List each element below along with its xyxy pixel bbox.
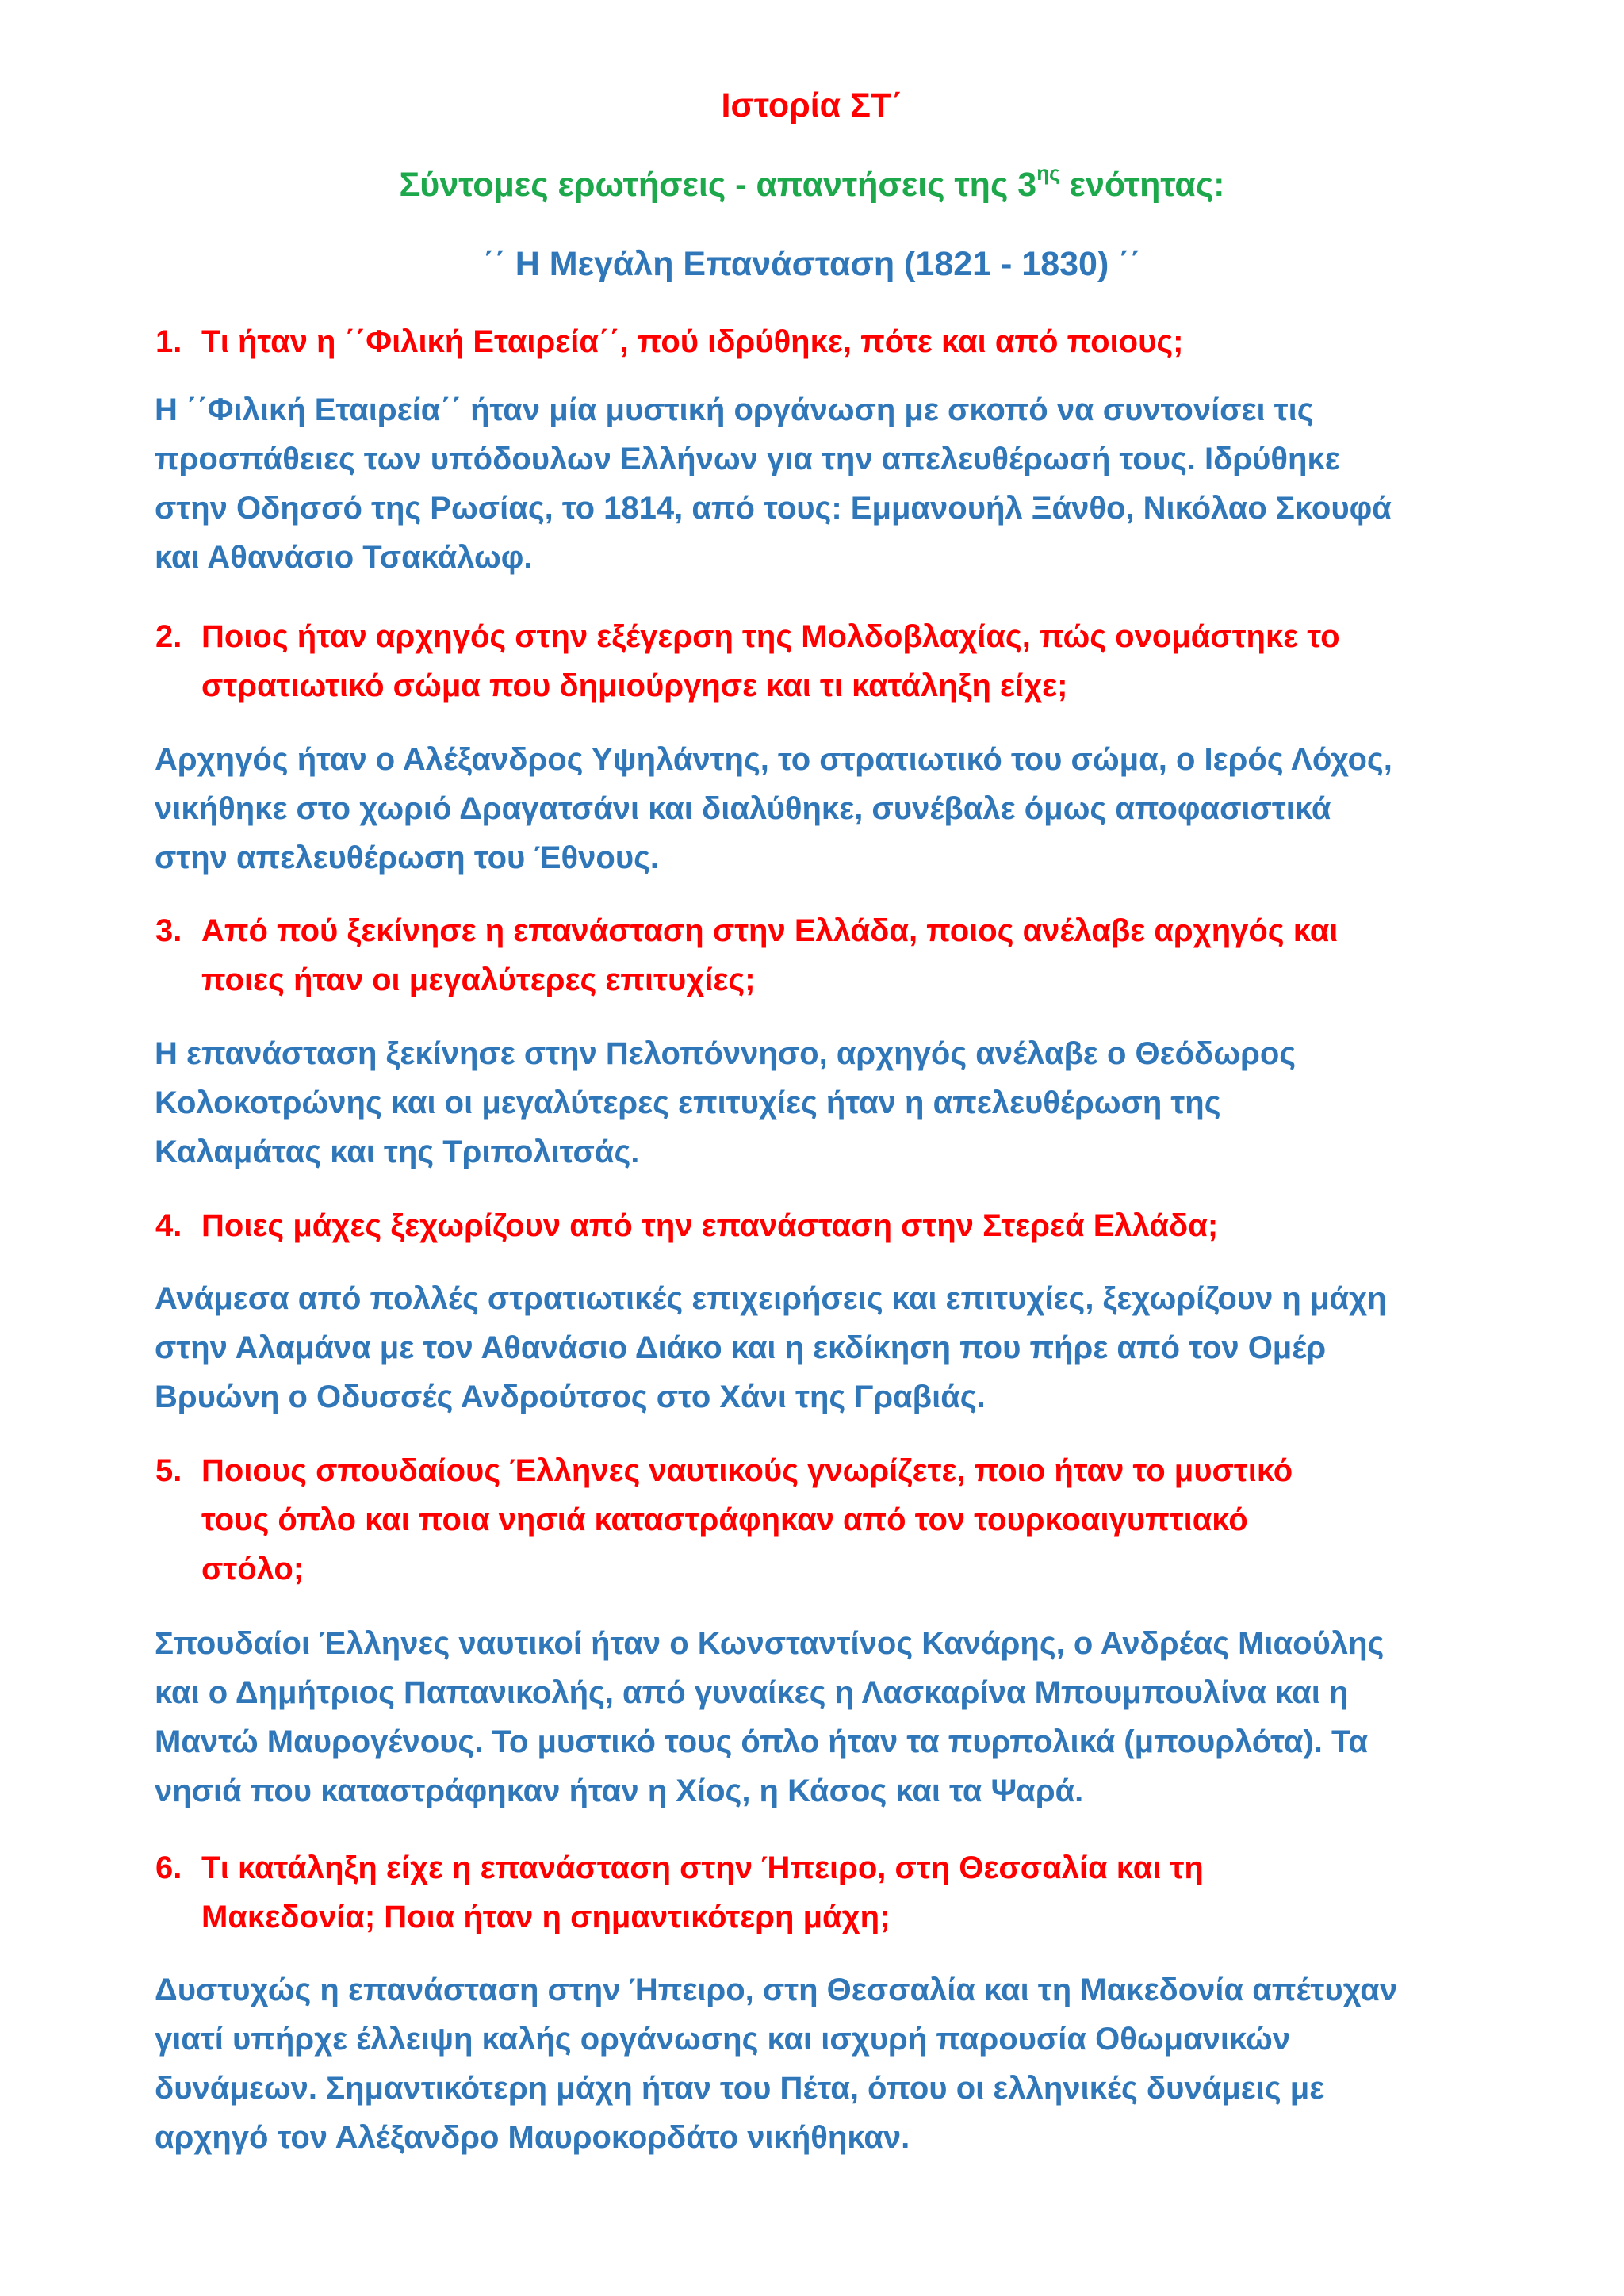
question-3	[155, 906, 1486, 1004]
question-5	[155, 1446, 1486, 1594]
question-4	[155, 1201, 1486, 1250]
question-line: στόλο;	[201, 1552, 304, 1586]
question-line: Από πού ξεκίνησε η επανάσταση στην Ελλάδα, ποιος ανέλαβε αρχηγός και	[201, 913, 1339, 948]
answer-line: δυνάμεων. Σημαντικότερη μάχη ήταν του Πέτα, όπου οι ελληνικές δυνάμεις με	[155, 2071, 1325, 2106]
answer-line: στην Οδησσό της Ρωσίας, το 1814, από τους: Εμμανουήλ Ξάνθο, Νικόλαο Σκουφά	[155, 491, 1392, 526]
question-line: Μακεδονία; Ποια ήταν η σημαντικότερη μάχη;	[201, 1900, 891, 1934]
question-line: Ποιες μάχες ξεχωρίζουν από την επανάσταση στην Στερεά Ελλάδα;	[201, 1208, 1219, 1243]
question-1	[155, 317, 1486, 366]
answer-line: Σπουδαίοι Έλληνες ναυτικοί ήταν ο Κωνσταντίνος Κανάρης, ο Ανδρέας Μιαούλης	[155, 1626, 1385, 1661]
subtitle-superscript: ης	[1036, 161, 1060, 185]
answer-2	[155, 735, 1487, 882]
question-line: Ποιους σπουδαίους Έλληνες ναυτικούς γνωρίζετε, ποιο ήταν το μυστικό	[201, 1453, 1293, 1488]
answer-line: Η ΄΄Φιλική Εταιρεία΄΄ ήταν μία μυστική οργάνωση με σκοπό να συντονίσει τις	[155, 392, 1314, 427]
answer-line: και Αθανάσιο Τσακάλωφ.	[155, 540, 533, 575]
question-number: 4.	[155, 1208, 182, 1243]
answer-line: Ανάμεσα από πολλές στρατιωτικές επιχειρήσεις και επιτυχίες, ξεχωρίζουν η μάχη	[155, 1281, 1387, 1316]
question-line: Τι κατάληξη είχε η επανάσταση στην Ήπειρο, στη Θεσσαλία και τη	[201, 1850, 1204, 1885]
question-number: 2.	[155, 619, 182, 654]
answer-line: στην Αλαμάνα με τον Αθανάσιο Διάκο και η εκδίκηση που πήρε από τον Ομέρ	[155, 1330, 1327, 1365]
answer-line: Καλαμάτας και της Τριπολιτσάς.	[155, 1135, 640, 1169]
subtitle-text: Σύντομες ερωτήσεις - απαντήσεις της 3	[399, 166, 1037, 204]
question-line: στρατιωτικό σώμα που δημιούργησε και τι κατάληξη είχε;	[201, 668, 1068, 703]
answer-line: Βρυώνη ο Οδυσσές Ανδρούτσος στο Χάνι της Γραβιάς.	[155, 1380, 986, 1414]
answer-4	[155, 1274, 1487, 1422]
answer-line: Αρχηγός ήταν ο Αλέξανδρος Υψηλάντης, το στρατιωτικό του σώμα, ο Ιερός Λόχος,	[155, 742, 1392, 777]
answer-line: Δυστυχώς η επανάσταση στην Ήπειρο, στη Θεσσαλία και τη Μακεδονία απέτυχαν	[155, 1973, 1398, 2007]
question-number: 6.	[155, 1850, 182, 1885]
question-2	[155, 612, 1486, 710]
answer-5	[155, 1619, 1487, 1816]
subtitle-text-end: ενότητας:	[1059, 166, 1225, 204]
answer-line: αρχηγό τον Αλέξανδρο Μαυροκορδάτο νικήθηκαν.	[155, 2120, 910, 2155]
answer-1	[155, 385, 1487, 582]
question-number: 5.	[155, 1453, 182, 1488]
document-subtitle	[0, 161, 1624, 209]
answer-6	[155, 1965, 1487, 2162]
answer-line: και ο Δημήτριος Παπανικολής, από γυναίκες η Λασκαρίνα Μπουμπουλίνα και η	[155, 1675, 1349, 1710]
question-number: 3.	[155, 913, 182, 948]
answer-line: Η επανάσταση ξεκίνησε στην Πελοπόννησο, αρχηγός ανέλαβε ο Θεόδωρος	[155, 1036, 1297, 1071]
answer-line: νησιά που καταστράφηκαν ήταν η Χίος, η Κάσος και τα Ψαρά.	[155, 1774, 1084, 1808]
question-line: Τι ήταν η ΄΄Φιλική Εταιρεία΄΄, πού ιδρύθηκε, πότε και από ποιους;	[201, 324, 1184, 359]
document-title: Ιστορία ΣΤ΄	[721, 86, 903, 124]
answer-line: γιατί υπήρχε έλλειψη καλής οργάνωσης και ισχυρή παρουσία Οθωμανικών	[155, 2022, 1291, 2057]
document-topic: ΄΄ Η Μεγάλη Επανάσταση (1821 - 1830) ΄΄	[483, 245, 1141, 283]
question-line: Ποιος ήταν αρχηγός στην εξέγερση της Μολδοβλαχίας, πώς ονομάστηκε το	[201, 619, 1340, 654]
answer-line: Μαντώ Μαυρογένους. Το μυστικό τους όπλο ήταν τα πυρπολικά (μπουρλότα). Τα	[155, 1724, 1369, 1759]
answer-line: Κολοκοτρώνης και οι μεγαλύτερες επιτυχίες ήταν η απελευθέρωση της	[155, 1085, 1221, 1120]
question-line: τους όπλο και ποια νησιά καταστράφηκαν από τον τουρκοαιγυπτιακό	[201, 1502, 1248, 1537]
answer-line: προσπάθειες των υπόδουλων Ελλήνων για την απελευθέρωσή τους. Ιδρύθηκε	[155, 442, 1340, 476]
answer-line: νικήθηκε στο χωριό Δραγατσάνι και διαλύθηκε, συνέβαλε όμως αποφασιστικά	[155, 791, 1331, 826]
question-number: 1.	[155, 324, 182, 359]
answer-line: στην απελευθέρωση του Έθνους.	[155, 840, 660, 875]
answer-3	[155, 1029, 1487, 1177]
question-line: ποιες ήταν οι μεγαλύτερες επιτυχίες;	[201, 962, 756, 997]
question-6	[155, 1843, 1486, 1942]
